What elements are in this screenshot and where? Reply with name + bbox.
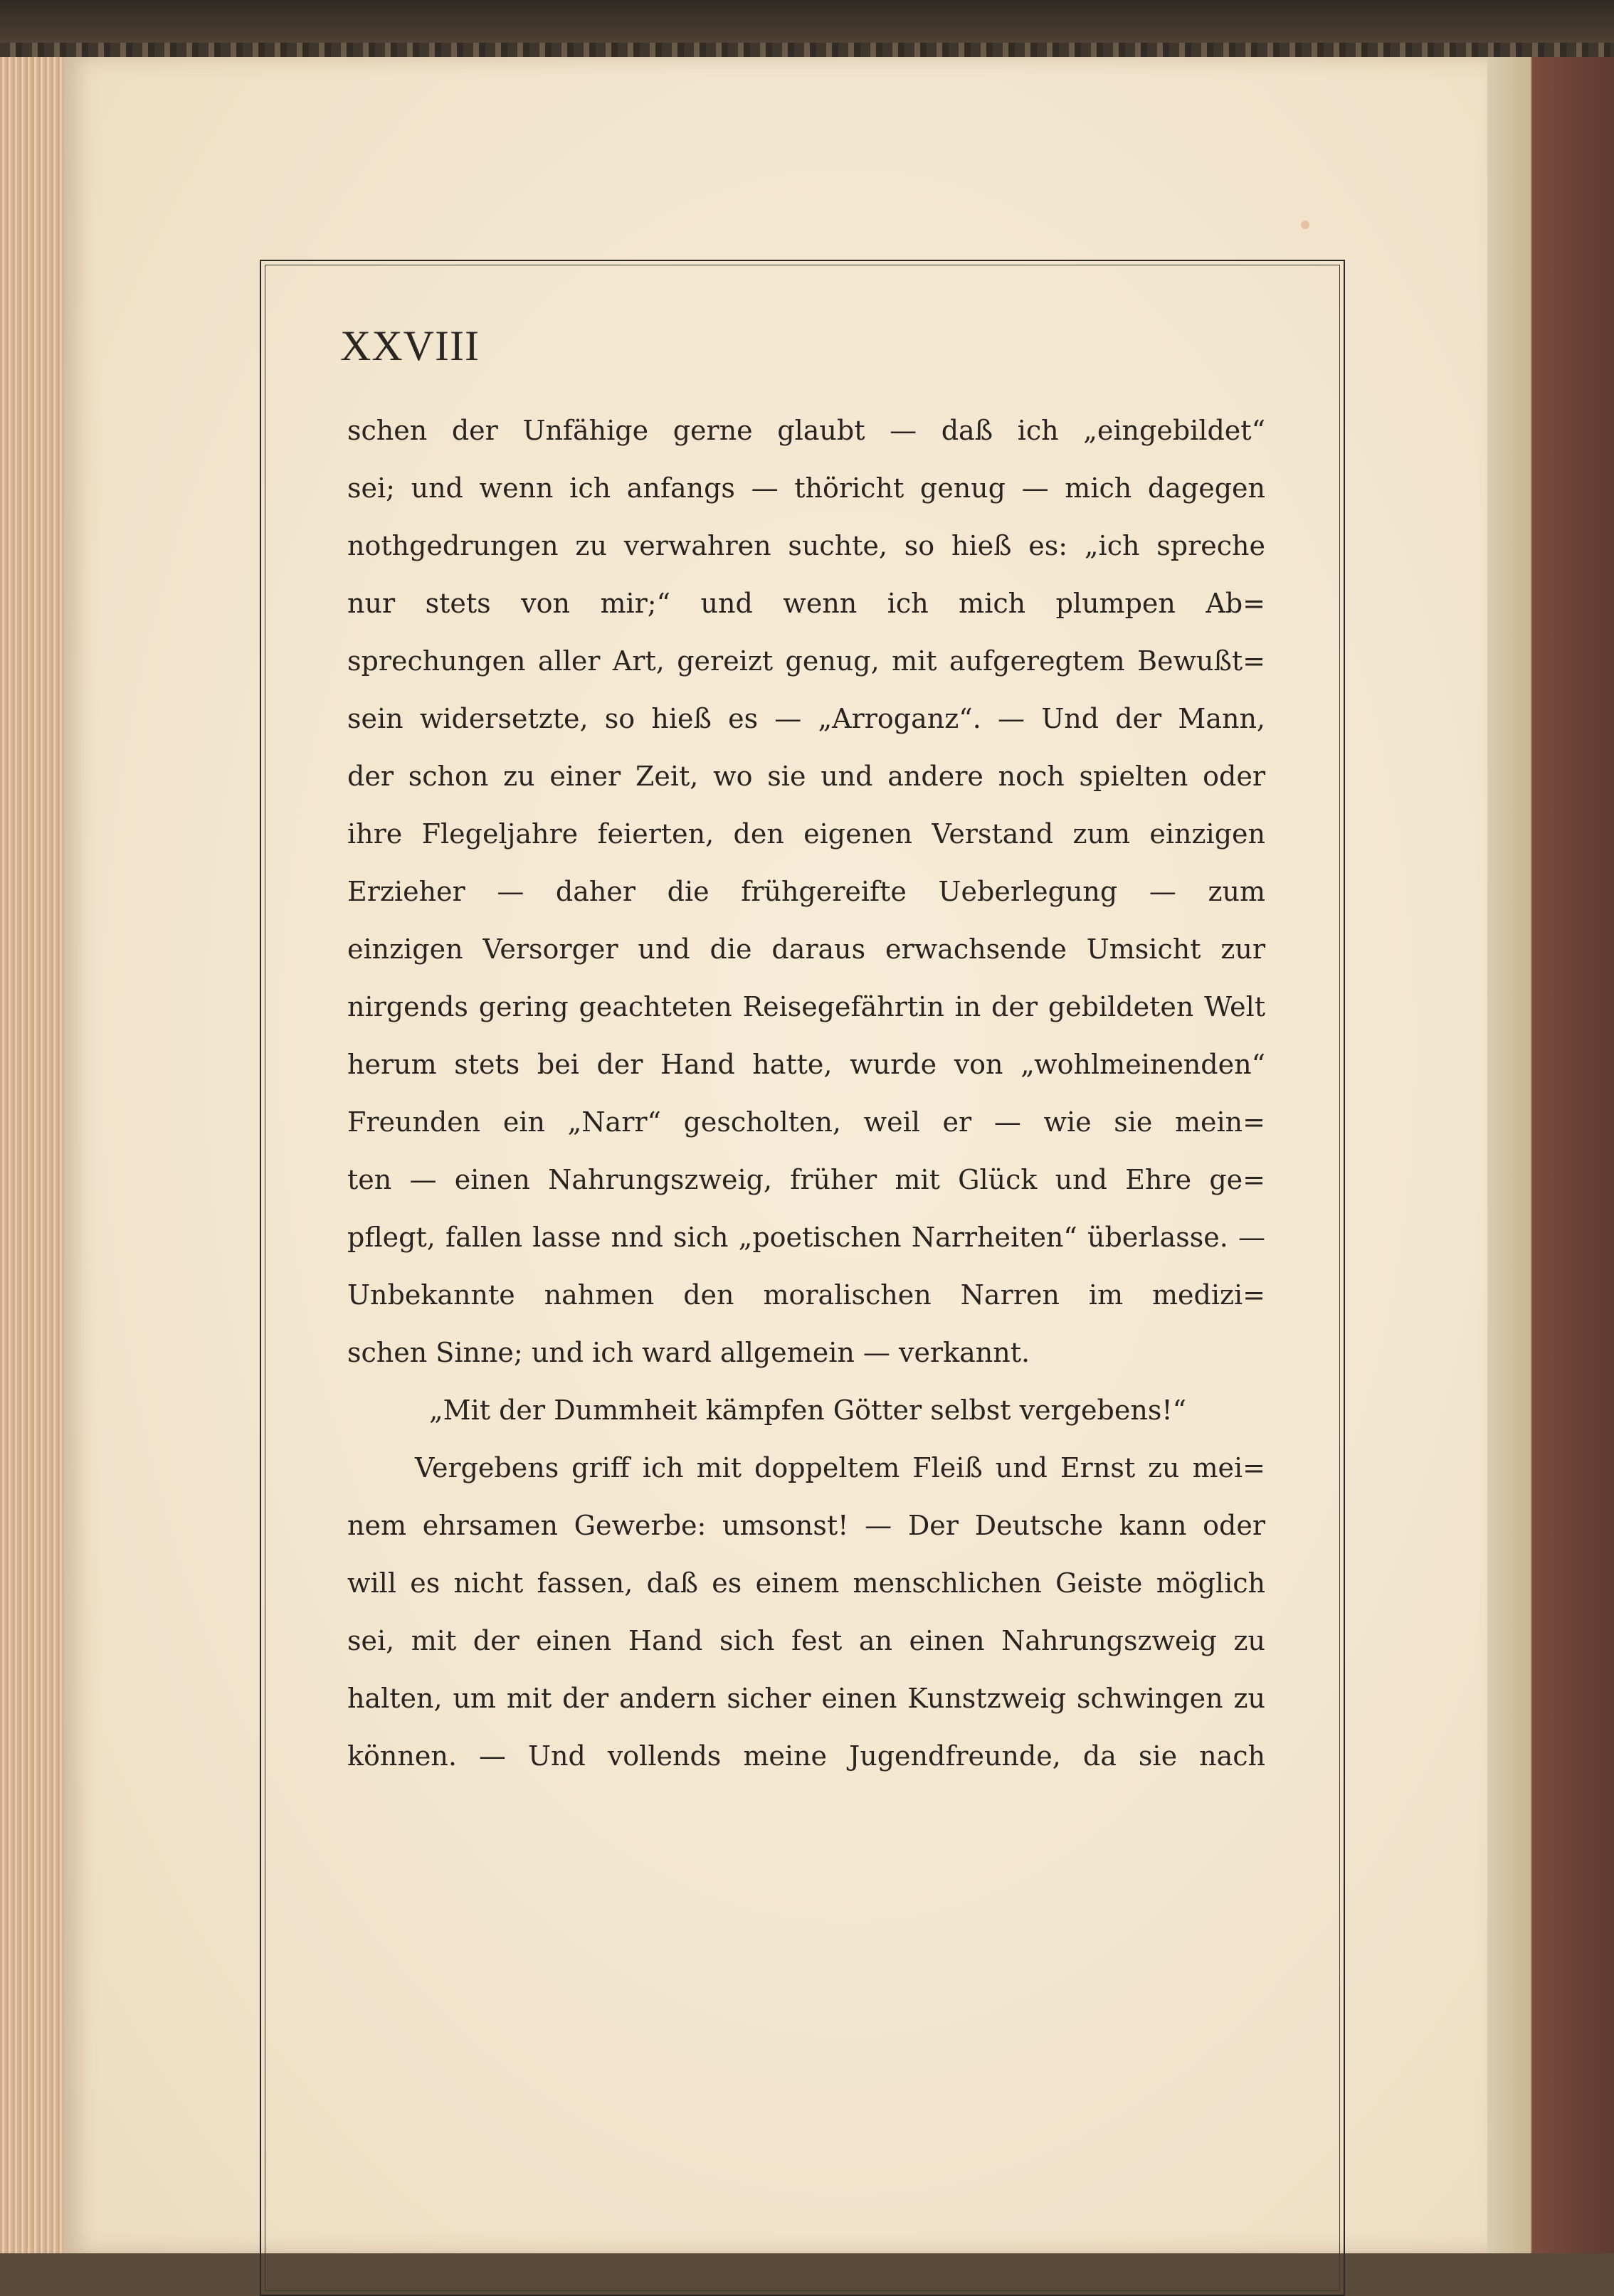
page-text (347, 402, 1265, 1785)
text-line: ten — einen Nahrungszweig, früher mit Glück und Ehre ge= (347, 1164, 1265, 1195)
page-stack-left (0, 57, 68, 2253)
text-line: nem ehrsamen Gewerbe: umsonst! — Der Deutsche kann oder (347, 1510, 1265, 1541)
text-line: Freunden ein „Narr“ gescholten, weil er — wie sie mein= (347, 1106, 1265, 1138)
text-line: ihre Flegeljahre feierten, den eigenen Verstand zum einzigen (347, 818, 1265, 850)
text-line: nur stets von mir;“ und wenn ich mich plumpen Ab= (347, 588, 1265, 619)
text-line: sprechungen aller Art, gereizt genug, mit aufgeregtem Bewußt= (347, 645, 1265, 677)
text-line: sei, mit der einen Hand sich fest an einen Nahrungszweig zu (347, 1625, 1265, 1656)
paper-stain (1301, 221, 1309, 229)
text-line: sein widersetzte, so hieß es — „Arroganz“. — Und der Mann, (347, 703, 1265, 734)
text-line: will es nicht fassen, daß es einem menschlichen Geiste möglich (347, 1567, 1265, 1599)
text-line: der schon zu einer Zeit, wo sie und andere noch spielten oder (347, 761, 1265, 792)
text-line: Vergebens griff ich mit doppeltem Fleiß und Ernst zu mei= (415, 1452, 1265, 1483)
book-cover-right (1486, 57, 1614, 2253)
page-number: XXVIII (340, 322, 480, 369)
quote-line: „Mit der Dummheit kämpfen Götter selbst vergebens!“ (429, 1395, 1187, 1426)
binding-edge (0, 43, 1614, 58)
text-line: einzigen Versorger und die daraus erwachsende Umsicht zur (347, 933, 1265, 965)
text-line: Erzieher — daher die frühgereifte Ueberlegung — zum (347, 876, 1265, 907)
text-line: sei; und wenn ich anfangs — thöricht genug — mich dagegen (347, 472, 1265, 504)
text-line: herum stets bei der Hand hatte, wurde von „wohlmeinenden“ (347, 1049, 1265, 1080)
text-line: können. — Und vollends meine Jugendfreunde, da sie nach (347, 1740, 1265, 1772)
text-line: Unbekannte nahmen den moralischen Narren im medizi= (347, 1279, 1265, 1311)
text-line: halten, um mit der andern sicher einen Kunstzweig schwingen zu (347, 1683, 1265, 1714)
text-line: pflegt, fallen lasse nnd sich „poetischen Narrheiten“ überlasse. — (347, 1222, 1265, 1253)
text-line: schen Sinne; und ich ward allgemein — verkannt. (347, 1337, 1030, 1368)
text-line: nothgedrungen zu verwahren suchte, so hieß es: „ich spreche (347, 530, 1265, 561)
text-line: schen der Unfähige gerne glaubt — daß ich „eingebildet“ (347, 415, 1265, 446)
text-line: nirgends gering geachteten Reisegefährtin in der gebildeten Welt (347, 991, 1265, 1022)
